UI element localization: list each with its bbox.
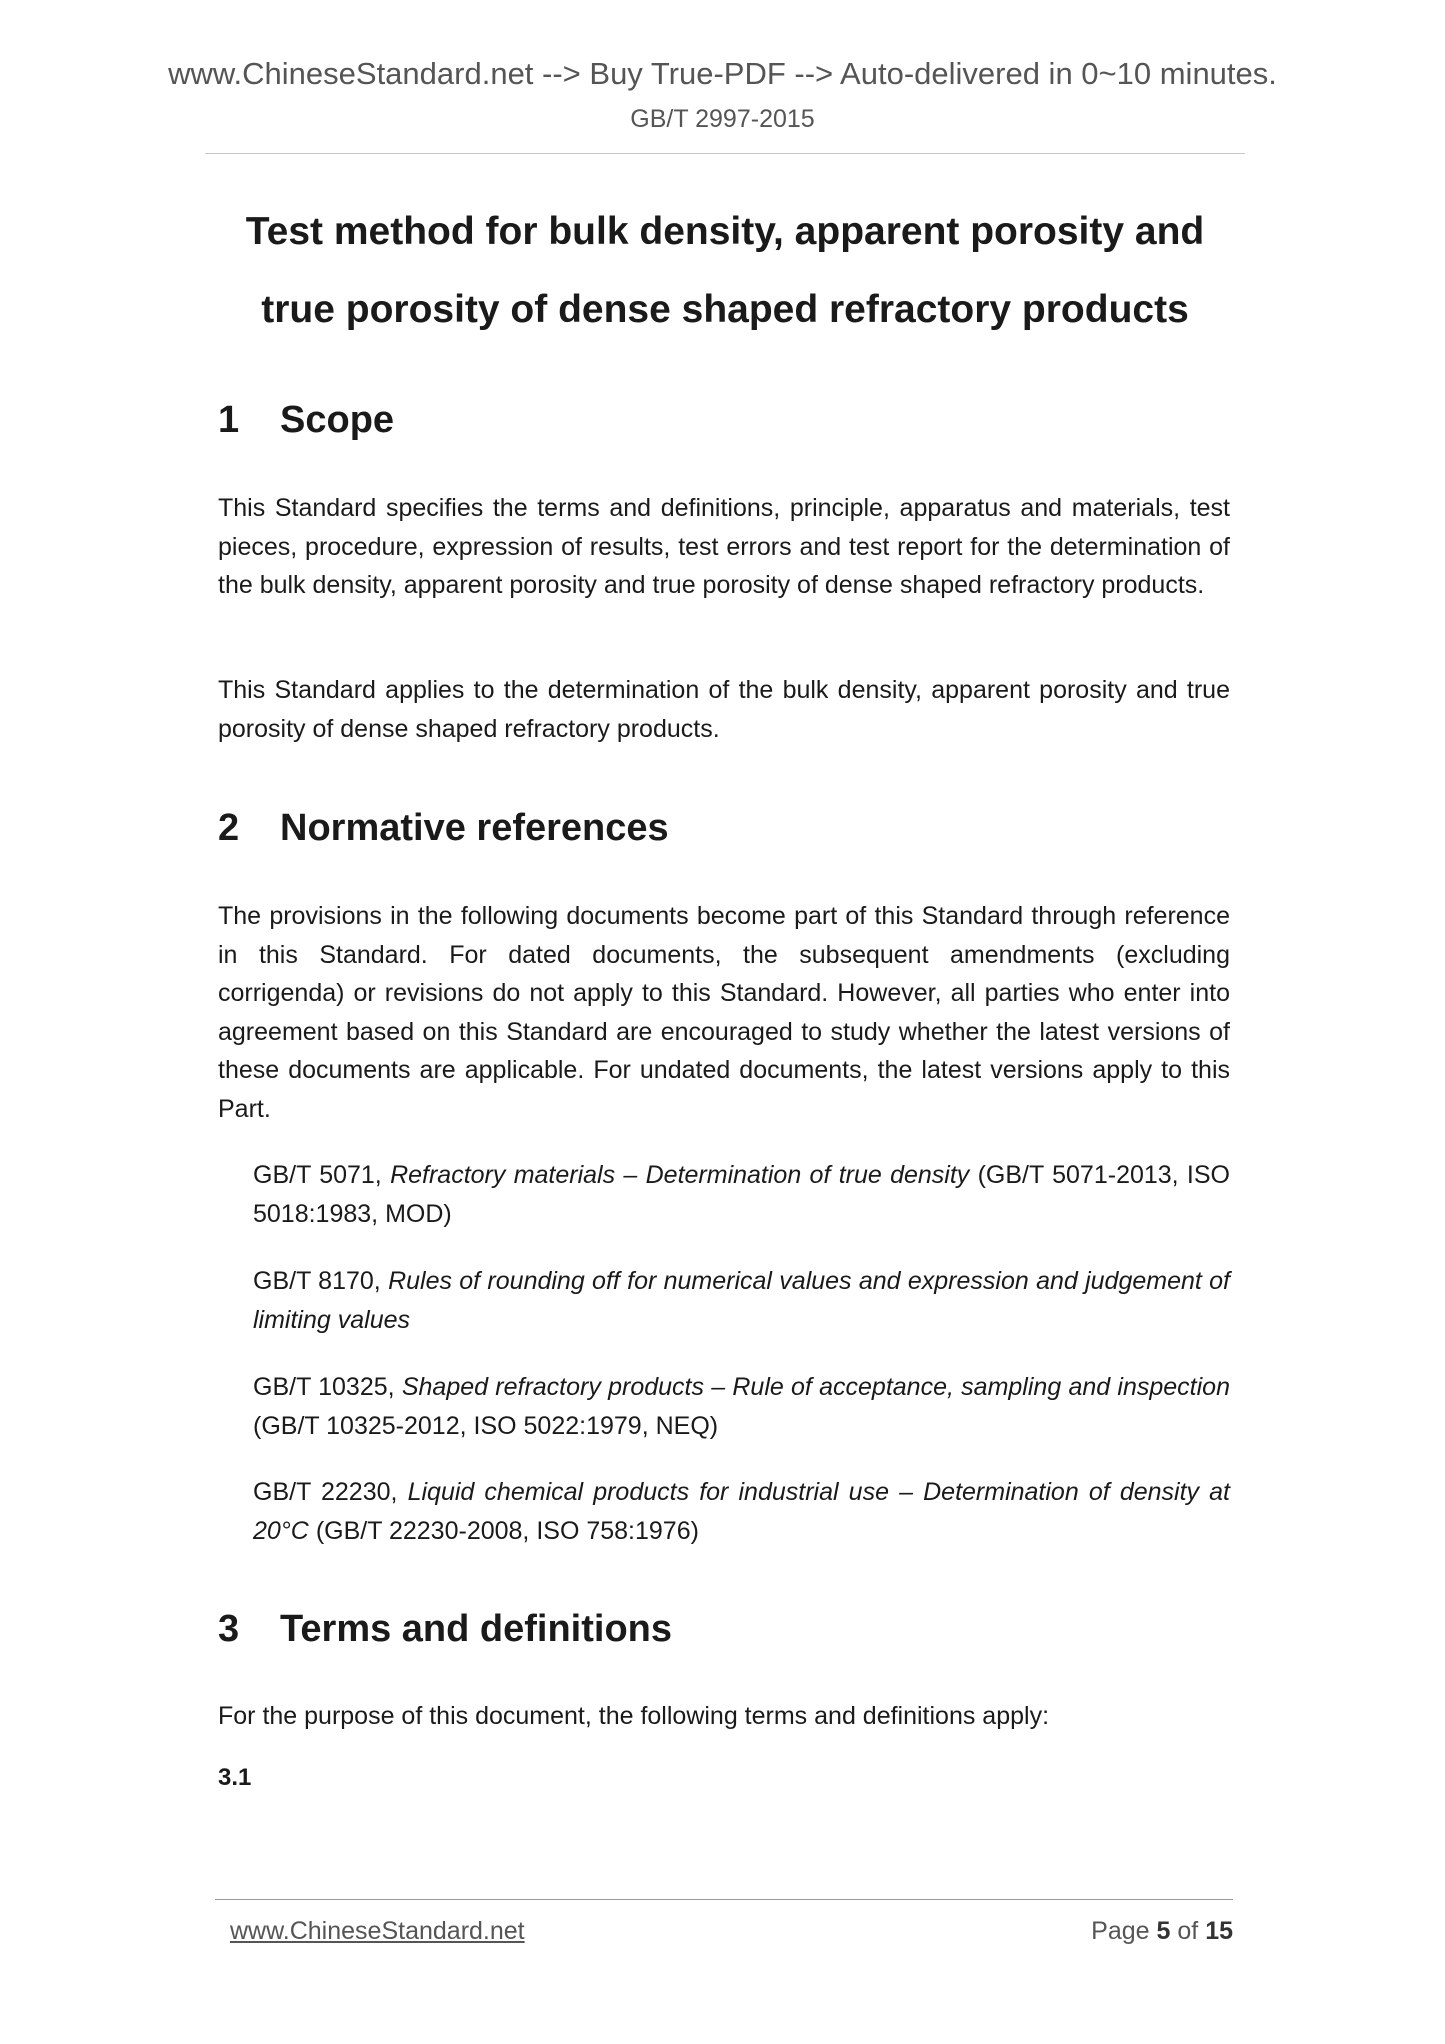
reference-note: (GB/T 22230-2008, ISO 758:1976) (315, 1516, 699, 1545)
section-3-heading (218, 1607, 672, 1651)
reference-code: GB/T 10325, (253, 1373, 395, 1401)
reference-item (253, 1156, 1230, 1233)
reference-title: Rules of rounding off for numerical values and expression and judgement of limiting values (253, 1267, 1230, 1334)
reference-title: Shaped refractory products – Rule of acceptance, sampling and inspection (401, 1373, 1230, 1401)
terms-paragraph: For the purpose of this document, the following terms and definitions apply: (218, 1702, 1050, 1730)
site-banner: www.ChineseStandard.net --> Buy True-PDF --> Auto-delivered in 0~10 minutes. (168, 56, 1277, 91)
section-2-heading (218, 806, 669, 850)
title-line-1: Test method for bulk density, apparent porosity and (245, 210, 1205, 253)
section-title: Normative references (280, 807, 669, 849)
scope-paragraph-2: This Standard applies to the determination of the bulk density, apparent porosity and true porosity of dense shaped refractory products. (218, 676, 1230, 743)
reference-note: (GB/T 5071-2013, ISO 5018:1983, MOD) (253, 1161, 1230, 1228)
footer-site-link[interactable]: www.ChineseStandard.net (230, 1917, 525, 1945)
section-number: 2 (218, 807, 240, 849)
standard-code: GB/T 2997-2015 (630, 105, 815, 133)
reference-title: Refractory materials – Determination of true density (390, 1161, 970, 1189)
section-title: Scope (280, 399, 395, 441)
section-title: Terms and definitions (280, 1608, 673, 1650)
reference-code: GB/T 8170, (253, 1267, 381, 1295)
reference-item (253, 1473, 1230, 1550)
section-number: 3 (218, 1608, 240, 1650)
section-number: 1 (218, 399, 240, 441)
title-line-2: true porosity of dense shaped refractory products (261, 288, 1189, 331)
page-of: of (1177, 1917, 1199, 1945)
header-divider (205, 153, 1245, 154)
footer-divider (215, 1899, 1233, 1900)
scope-paragraph-1: This Standard specifies the terms and definitions, principle, apparatus and materials, test pieces, procedure, expression of results, test errors and test report for the determination of the bulk density, apparent porosity and true porosity of dense shaped refractory products. (218, 494, 1230, 599)
reference-item (253, 1368, 1230, 1445)
reference-code: GB/T 5071, (253, 1161, 382, 1189)
subclause-number: 3.1 (218, 1764, 252, 1791)
page-total: 15 (1205, 1917, 1233, 1945)
page-current: 5 (1156, 1917, 1171, 1945)
document-title (205, 193, 1245, 349)
page-label: Page (1091, 1917, 1150, 1945)
reference-item (253, 1262, 1230, 1339)
normative-references-paragraph: The provisions in the following documents become part of this Standard through reference in this Standard. For dated documents, the subsequent amendments (excluding corrigenda) or revisions do not apply to this Standard. However, all parties who enter into agreement based on this Standard are encouraged to study whether the latest versions of these documents are applicable. For undated documents, the latest versions apply to this Part. (218, 902, 1230, 1123)
section-1-heading (218, 398, 394, 442)
reference-code: GB/T 22230, (253, 1478, 398, 1506)
reference-note: (GB/T 10325-2012, ISO 5022:1979, NEQ) (253, 1411, 719, 1440)
page-indicator (1091, 1916, 1233, 1946)
reference-title: Liquid chemical products for industrial use – Determination of density at 20°C (253, 1478, 1230, 1545)
